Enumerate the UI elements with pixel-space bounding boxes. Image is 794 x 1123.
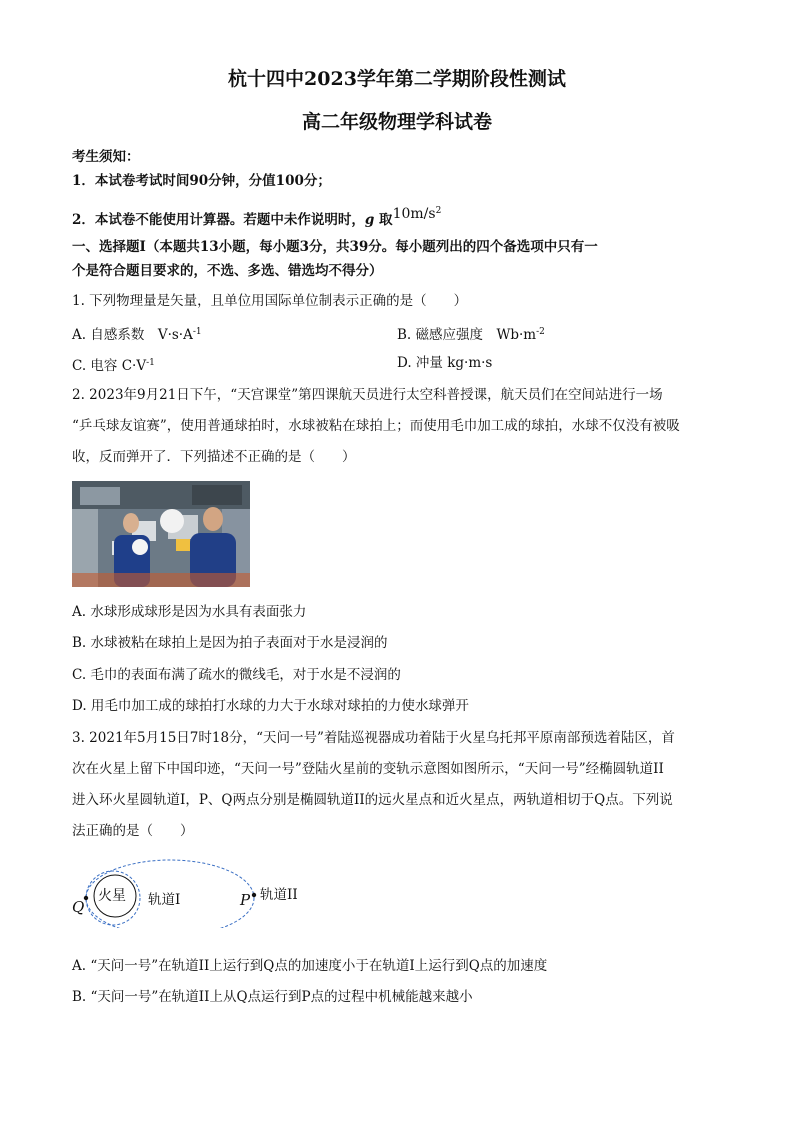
point-q-dot (84, 896, 88, 900)
q1-stem: 1. 下列物理量是矢量，且单位用国际单位制表示正确的是（ ） (72, 293, 468, 309)
mars-label: 火星 (98, 888, 126, 904)
gravity-value (393, 206, 442, 222)
notice-heading: 考生须知： (72, 149, 140, 165)
space-station-photo (72, 481, 250, 587)
q2-line2: “乒乓球友谊赛”，使用普通球拍时，水球被粘在球拍上；而使用毛巾加工成的球拍，水球不仅没有被吸 (72, 418, 680, 434)
q1-option-d: D. 冲量 kg·m·s (397, 355, 493, 371)
gravity-value-exponent: 2 (435, 206, 442, 216)
q1-option-b-exponent: -2 (536, 327, 545, 337)
notice-item-2-mid: 取 (374, 212, 393, 228)
section1-line1: 一、选择题Ⅰ（本题共13小题，每小题3分，共39分。每小题列出的四个备选项中只有一 (72, 239, 598, 255)
q2-option-a: A. 水球形成球形是因为水具有表面张力 (72, 604, 307, 620)
notice-item-1: 1．本试卷考试时间90分钟，分值100分； (72, 173, 331, 189)
gravity-value-text: 10m/s (392, 206, 436, 222)
orbit-ii-label: 轨道II (260, 887, 298, 903)
q1-option-a-exponent: -1 (192, 327, 202, 337)
gravity-symbol: g (364, 212, 375, 228)
notice-item-2 (72, 208, 441, 229)
q1-option-b-text: B. 磁感应强度 Wb·m (397, 327, 537, 343)
q3-option-a: A. “天问一号”在轨道II上运行到Q点的加速度小于在轨道I上运行到Q点的加速度 (72, 958, 548, 974)
q1-option-a-text: A. 自感系数 V·s·A (72, 327, 193, 343)
q3-line4: 法正确的是（ ） (72, 823, 194, 839)
q3-option-b: B. “天问一号”在轨道II上从Q点运行到P点的过程中机械能越来越小 (72, 989, 473, 1005)
q1-option-b (397, 323, 545, 344)
q2-option-c: C. 毛巾的表面布满了疏水的微线毛，对于水是不浸润的 (72, 667, 401, 683)
orbit-i-label: 轨道I (148, 892, 181, 908)
q3-line3: 进入环火星圆轨道I，P、Q两点分别是椭圆轨道II的远火星点和近火星点，两轨道相切于Q点。下列说 (72, 792, 673, 808)
q1-option-c (72, 354, 155, 375)
q3-line2: 次在火星上留下中国印迹，“天问一号”登陆火星前的变轨示意图如图所示，“天问一号”经椭圆轨道II (72, 761, 664, 777)
q1-option-a (72, 323, 202, 344)
section1-line2: 个是符合题目要求的，不选、多选、错选均不得分） (72, 263, 383, 279)
point-p-label: P (240, 891, 251, 909)
exam-subtitle: 高二年级物理学科试卷 (301, 111, 492, 133)
q2-option-b: B. 水球被粘在球拍上是因为拍子表面对于水是浸润的 (72, 635, 388, 651)
q1-option-c-text: C. 电容 C·V (72, 358, 147, 374)
q3-line1: 3. 2021年5月15日7时18分，“天问一号”着陆巡视器成功着陆于火星乌托邦平原南部预选着陆区，首 (72, 730, 675, 746)
q1-option-c-exponent: -1 (146, 358, 155, 368)
q2-line1: 2. 2023年9月21日下午，“天宫课堂”第四课航天员进行太空科普授课，航天员们在空间站进行一场 (72, 387, 663, 403)
space-station-photo-art (72, 481, 250, 587)
notice-item-2-prefix: 2．本试卷不能使用计算器。若题中未作说明时， (72, 212, 365, 228)
point-p-dot (252, 893, 256, 897)
q2-line3: 收，反而弹开了．下列描述不正确的是（ ） (72, 449, 356, 465)
q2-option-d: D. 用毛巾加工成的球拍打水球的力大于水球对球拍的力使水球弹开 (72, 698, 469, 714)
point-q-label: Q (72, 898, 85, 916)
exam-title: 杭十四中2023学年第二学期阶段性测试 (228, 68, 566, 90)
